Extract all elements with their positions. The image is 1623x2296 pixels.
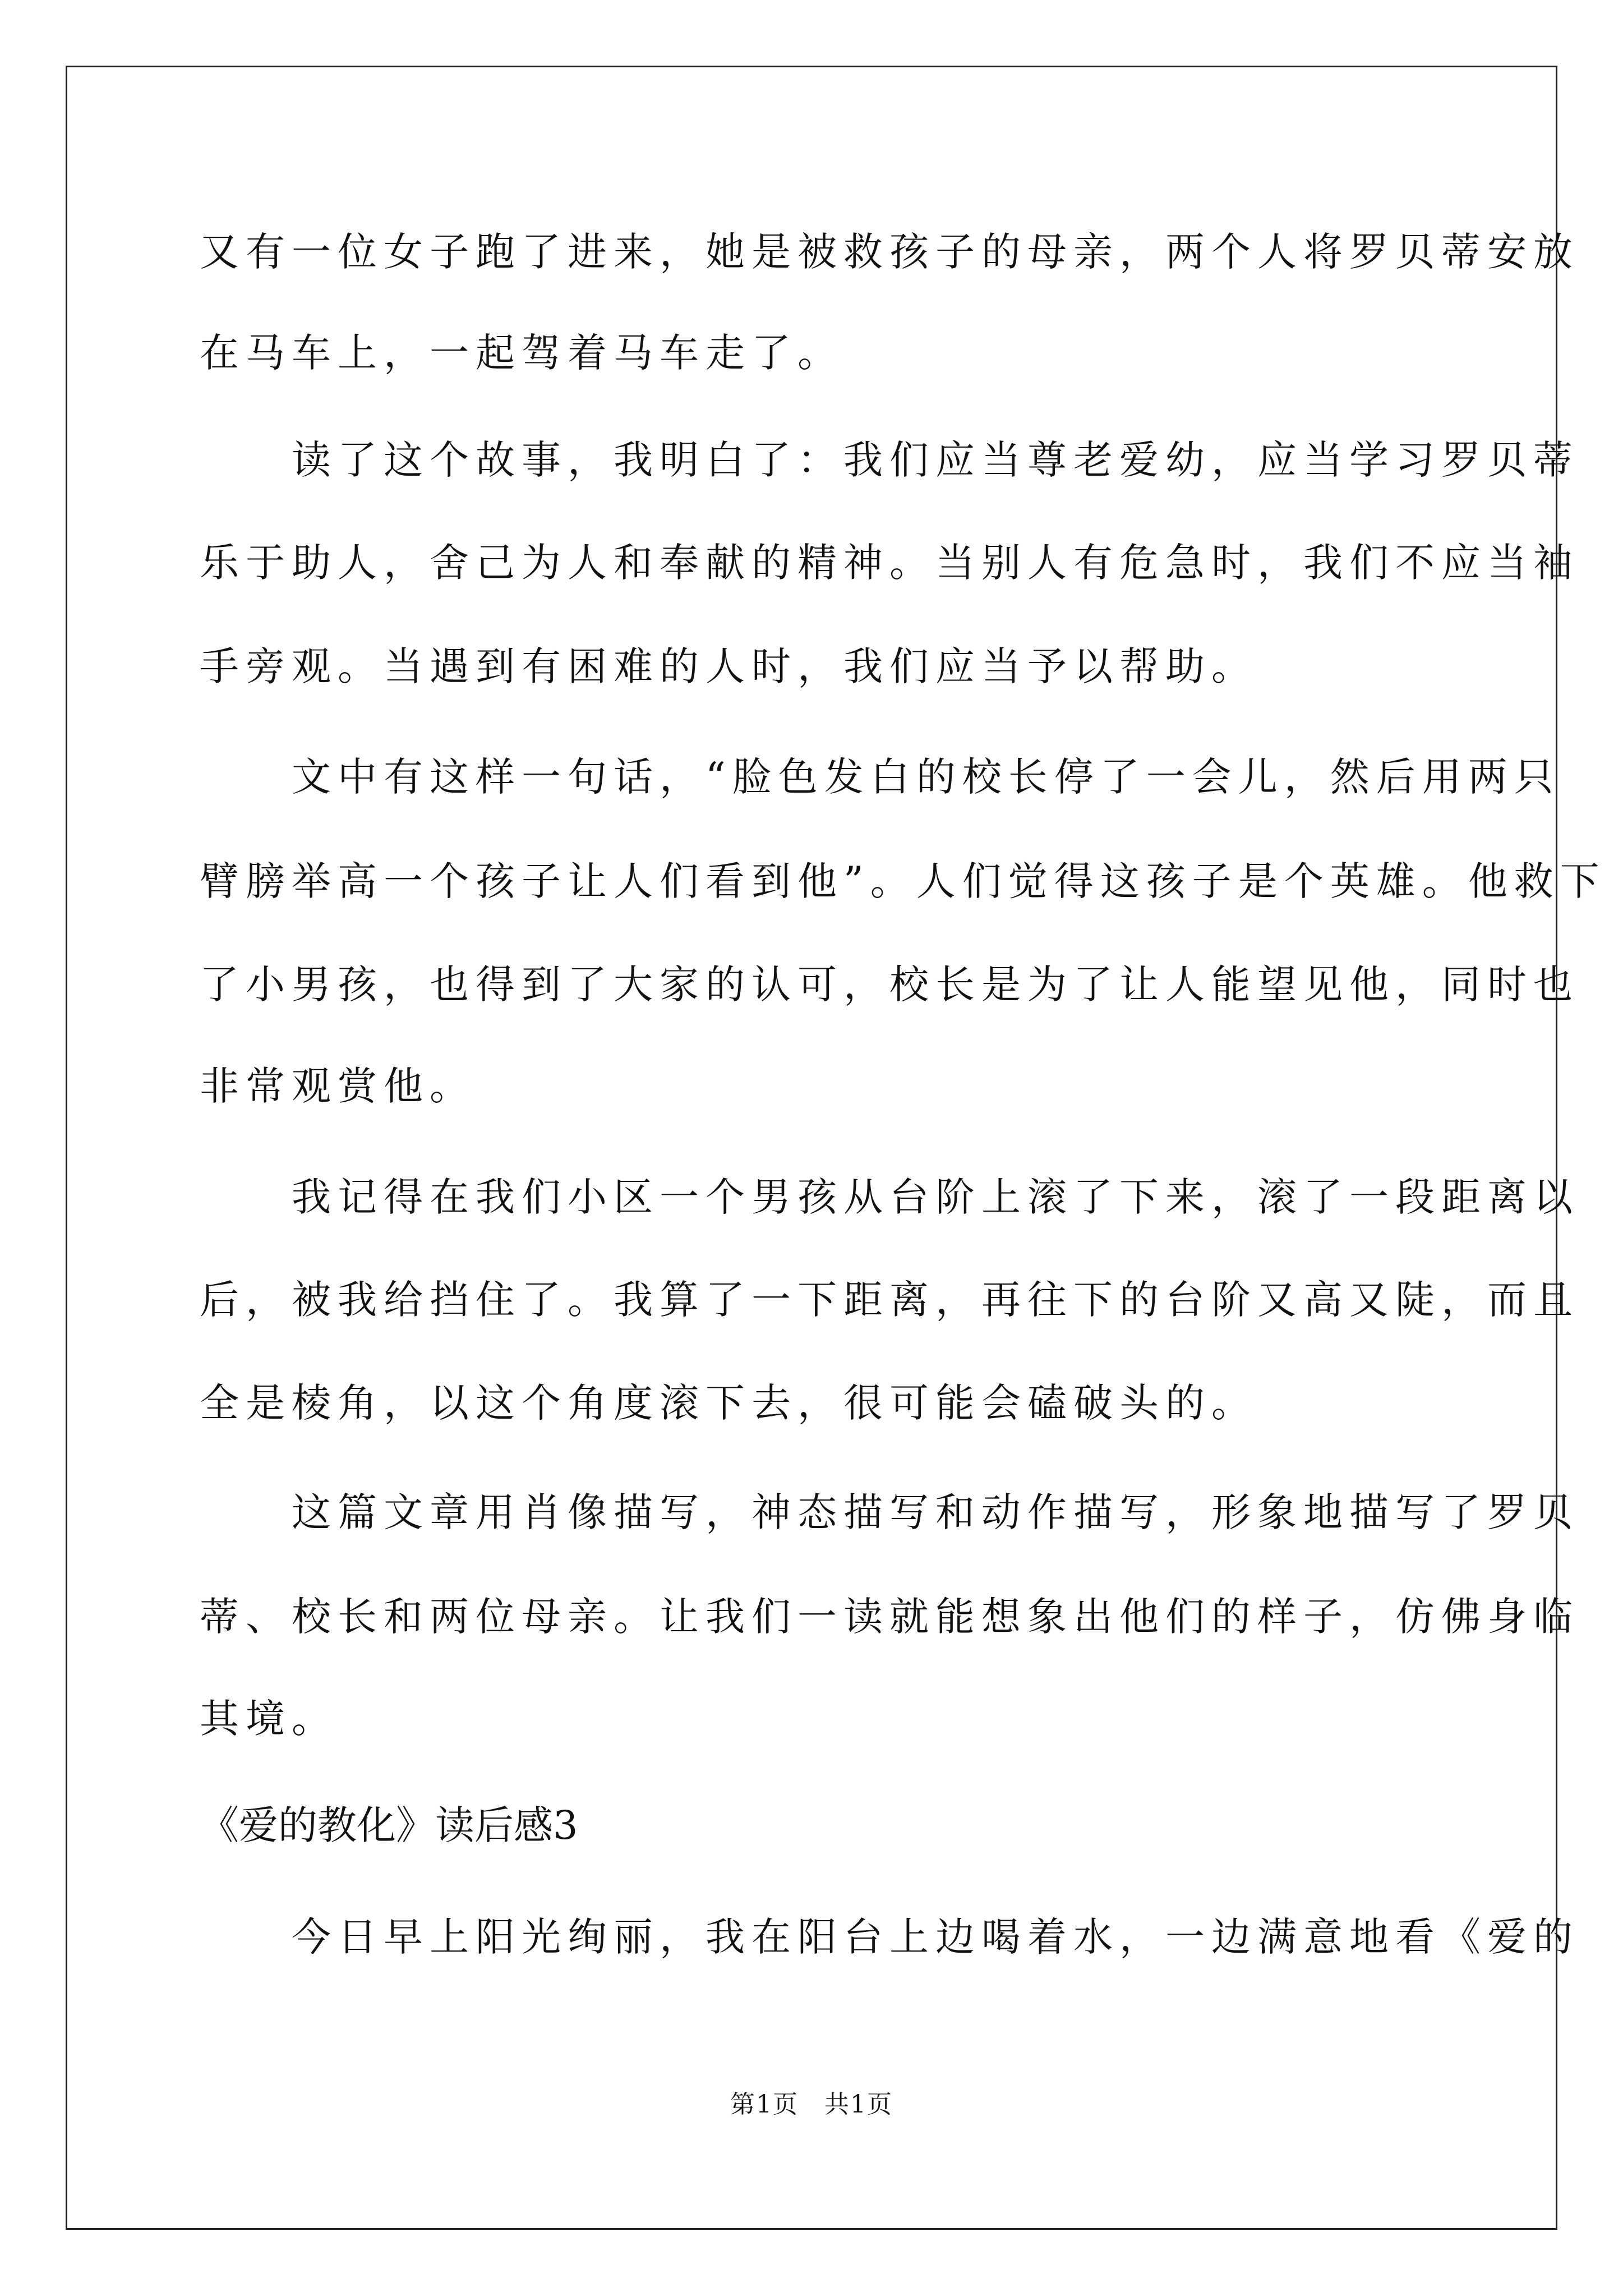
text-line: 又有一位女子跑了进来，她是被救孩子的母亲，两个人将罗贝蒂安放 (200, 229, 1579, 275)
text-line: 其境。 (200, 1696, 338, 1742)
text-line: 今日早上阳光绚丽，我在阳台上边喝着水，一边满意地看《爱的 (200, 1914, 1579, 1960)
text-line: 臂膀举高一个孩子让人们看到他”。人们觉得这孩子是个英雄。他救下 (200, 858, 1606, 904)
text-line: 乐于助人，舍己为人和奉献的精神。当别人有危急时，我们不应当袖 (200, 540, 1579, 586)
text-line: 在马车上，一起驾着马车走了。 (200, 330, 843, 376)
page-footer: 第1页 共1页 (730, 2090, 893, 2119)
text-line: 蒂、校长和两位母亲。让我们一读就能想象出他们的样子，仿佛身临 (200, 1594, 1579, 1640)
text-line: 文中有这样一句话，“脸色发白的校长停了一会儿，然后用两只 (200, 754, 1560, 800)
text-line: 后，被我给挡住了。我算了一下距离，再往下的台阶又高又陡，而且 (200, 1277, 1579, 1323)
text-line: 非常观赏他。 (200, 1063, 476, 1109)
page-border (66, 66, 1557, 2230)
section-heading: 《爱的教化》读后感3 (200, 1802, 578, 1848)
text-line: 了小男孩，也得到了大家的认可，校长是为了让人能望见他，同时也 (200, 961, 1579, 1007)
text-line: 我记得在我们小区一个男孩从台阶上滚了下来，滚了一段距离以 (200, 1174, 1579, 1220)
text-line: 全是棱角，以这个角度滚下去，很可能会磕破头的。 (200, 1380, 1257, 1426)
text-line: 手旁观。当遇到有困难的人时，我们应当予以帮助。 (200, 643, 1257, 689)
text-line: 这篇文章用肖像描写，神态描写和动作描写，形象地描写了罗贝 (200, 1489, 1579, 1535)
text-line: 读了这个故事，我明白了：我们应当尊老爱幼，应当学习罗贝蒂 (200, 437, 1579, 483)
